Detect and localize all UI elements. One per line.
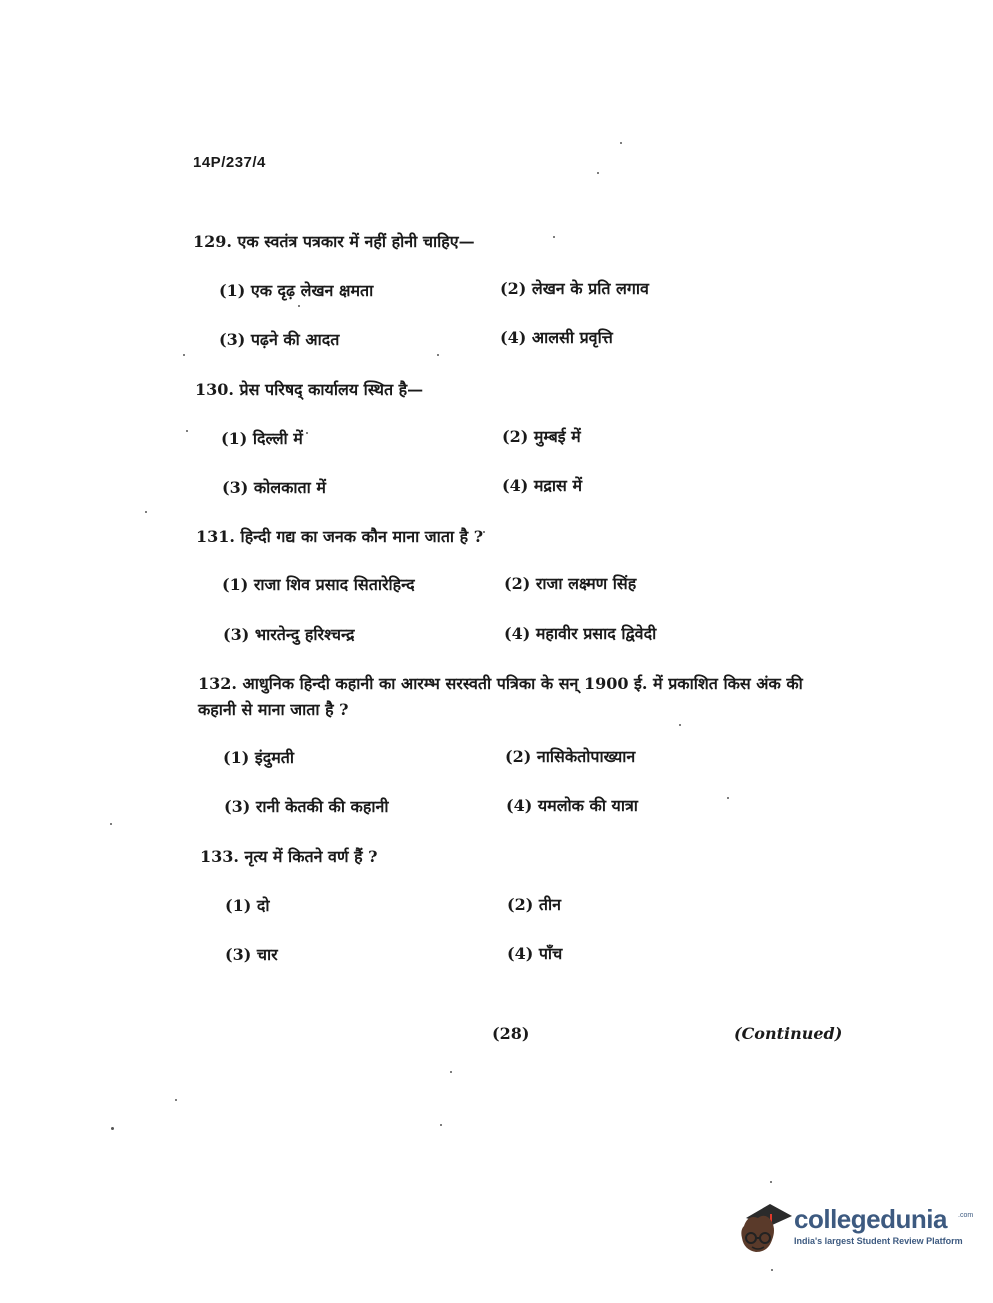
- option: (4) मद्रास में: [502, 476, 583, 495]
- question-text: हिन्दी गद्य का जनक कौन माना जाता है ?: [240, 527, 484, 546]
- scan-speck: [110, 823, 112, 825]
- option: (4) महावीर प्रसाद द्विवेदी: [504, 624, 657, 643]
- question-131: [196, 525, 483, 547]
- scan-speck: [450, 1071, 452, 1073]
- question-129: [193, 230, 475, 252]
- scan-speck: [727, 797, 729, 799]
- scan-speck: [298, 305, 300, 307]
- question-132: [198, 671, 818, 723]
- scan-speck: [175, 1099, 177, 1101]
- option: (2) लेखन के प्रति लगाव: [500, 279, 649, 298]
- option: (1) दिल्ली में: [221, 429, 303, 448]
- question-number: 131.: [196, 527, 235, 546]
- scan-speck: [770, 1181, 772, 1183]
- option: (3) पढ़ने की आदत: [219, 330, 340, 349]
- option: (2) मुम्बई में: [502, 427, 581, 446]
- question-text: प्रेस परिषद् कार्यालय स्थित है—: [239, 380, 424, 399]
- scan-speck: [679, 724, 681, 726]
- question-text: एक स्वतंत्र पत्रकार में नहीं होनी चाहिए—: [237, 232, 475, 251]
- scan-speck: [111, 1127, 114, 1130]
- scan-speck: [183, 354, 185, 356]
- question-number: 130.: [195, 380, 234, 399]
- option: (1) इंदुमती: [223, 748, 295, 767]
- option: (4) यमलोक की यात्रा: [506, 796, 638, 815]
- question-text: नृत्य में कितने वर्ण हैं ?: [244, 847, 378, 866]
- scan-speck: [483, 531, 485, 533]
- brand-name: collegedunia: [794, 1204, 947, 1234]
- option: (4) आलसी प्रवृत्ति: [500, 328, 613, 347]
- scan-speck: [306, 432, 308, 434]
- option: (2) राजा लक्ष्मण सिंह: [504, 574, 637, 593]
- option: (1) एक दृढ़ लेखन क्षमता: [219, 281, 374, 300]
- brand-tagline: India's largest Student Review Platform: [794, 1236, 963, 1246]
- scan-speck: [553, 236, 555, 238]
- scan-speck: [440, 1124, 442, 1126]
- option: (3) चार: [225, 945, 278, 964]
- option: (3) भारतेन्दु हरिश्चन्द्र: [223, 625, 355, 644]
- brand-domain-suffix: .com: [958, 1212, 974, 1219]
- scan-speck: [771, 1269, 773, 1271]
- option: (1) दो: [225, 896, 270, 915]
- scan-speck: [145, 511, 147, 513]
- option: (3) कोलकाता में: [222, 478, 326, 497]
- scan-speck: [620, 142, 622, 144]
- page-number: (28): [492, 1024, 530, 1043]
- question-number: 129.: [193, 232, 232, 251]
- question-133: [200, 845, 378, 867]
- option: (2) तीन: [507, 895, 561, 914]
- paper-code: 14P/237/4: [193, 154, 266, 171]
- scan-speck: [597, 172, 599, 174]
- continued-label: (Continued): [734, 1024, 843, 1043]
- scan-speck: [186, 430, 188, 432]
- collegedunia-watermark: [736, 1196, 974, 1260]
- question-number: 133.: [200, 847, 239, 866]
- question-text: आधुनिक हिन्दी कहानी का आरम्भ सरस्वती पत्रिका के सन् 1900 ई. में प्रकाशित किस अंक की कहानी से माना जाता है ?: [198, 674, 803, 719]
- option: (2) नासिकेतोपाख्यान: [505, 747, 636, 766]
- mascot-icon: [736, 1196, 794, 1260]
- question-number: 132.: [198, 674, 237, 693]
- question-130: [195, 378, 423, 400]
- option: (1) राजा शिव प्रसाद सितारेहिन्द: [222, 575, 415, 594]
- scan-speck: [437, 354, 439, 356]
- option: (4) पाँच: [507, 944, 563, 963]
- option: (3) रानी केतकी की कहानी: [224, 797, 389, 816]
